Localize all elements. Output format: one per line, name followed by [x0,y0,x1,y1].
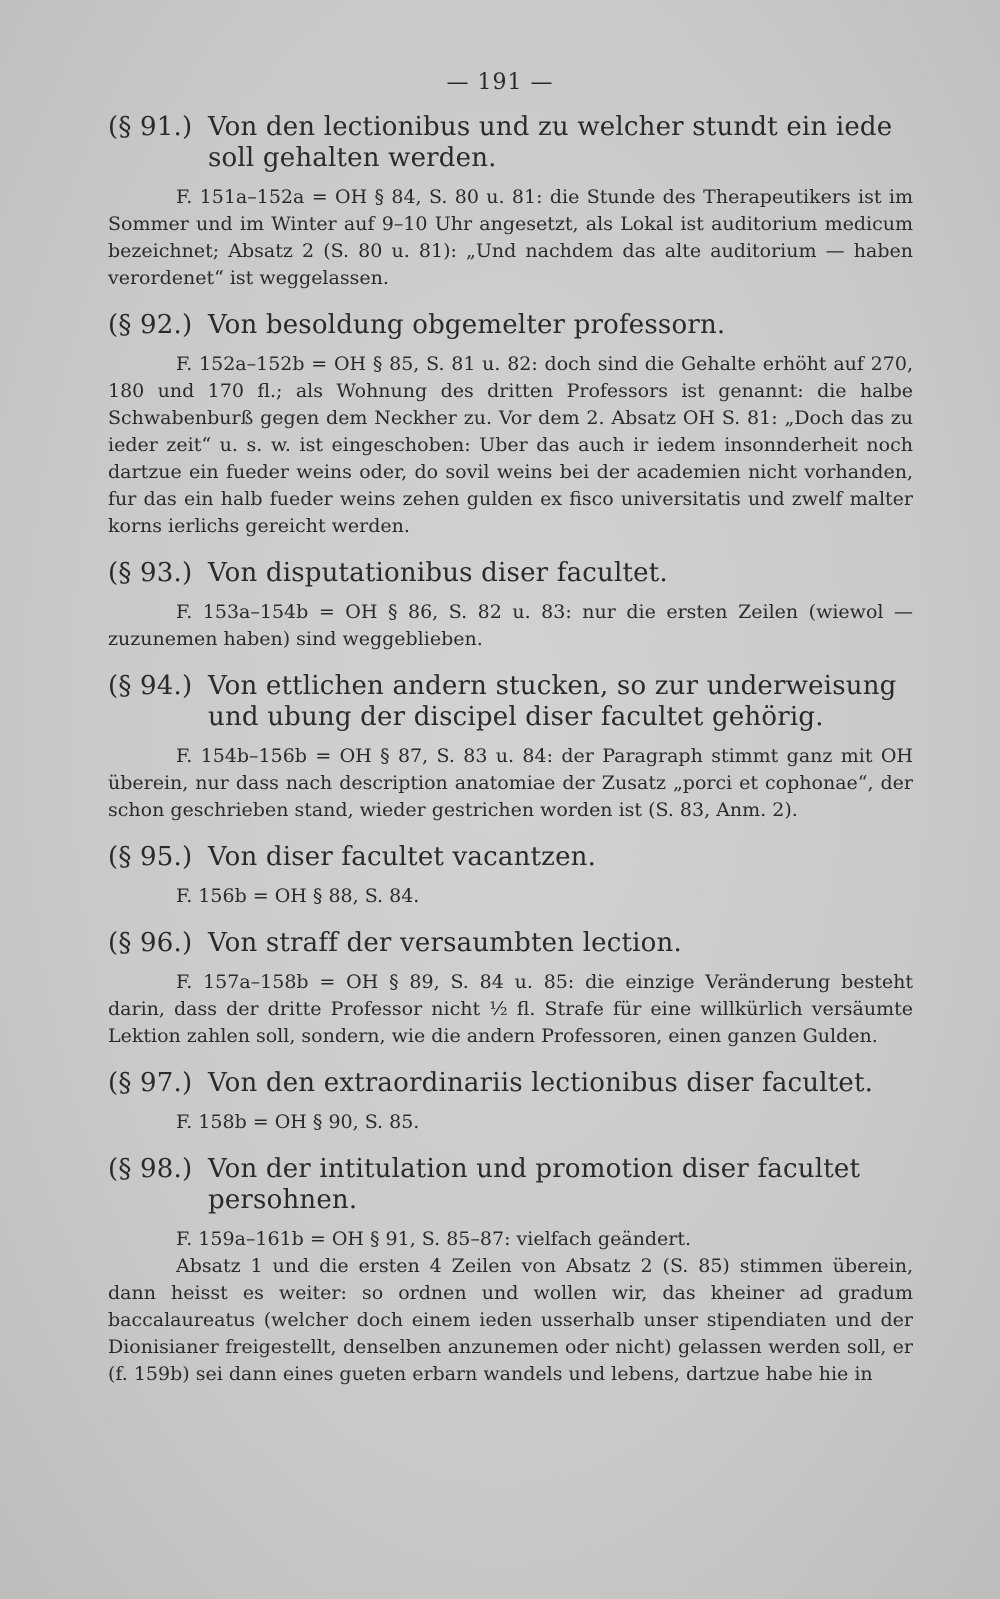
section [108,928,913,1050]
section-paragraph: F. 157a–158b = OH § 89, S. 84 u. 85: die einzige Veränderung besteht darin, dass der dritte Professor nicht ½ fl. Strafe für eine willkürlich versäumte Lektion zahlen soll, sondern, wie die andern Professoren, einen ganzen Gulden. [108,971,913,1047]
section [108,1154,913,1388]
section-paragraph: F. 153a–154b = OH § 86, S. 82 u. 83: nur die ersten Zeilen (wiewol — zuzunemen haben) sind weggeblieben. [108,601,913,650]
section [108,558,913,653]
section-paragraph: F. 152a–152b = OH § 85, S. 81 u. 82: doch sind die Gehalte erhöht auf 270, 180 und 170 fl.; als Wohnung des dritten Professors ist genannt: die halbe Schwabenburß gegen dem Neckher zu. Vor dem 2. Absatz OH S. 81: „Doch das zu ieder zeit“ u. s. w. ist eingeschoben: Uber das auch ir iedem insonnderheit noch dartzue ein fueder weins oder, do sovil weins bei der academien nicht vorhanden, fur das ein halb fueder weins zehen gulden ex fisco universitatis und zwelf malter korns ierlichs gereicht werden. [108,353,913,537]
section-title: Von straff der versaumbten lection. [208,928,682,958]
section-number: (§ 94.) [108,671,193,701]
section-number: (§ 92.) [108,310,193,340]
section-paragraph: F. 158b = OH § 90, S. 85. [176,1111,420,1133]
section [108,842,913,910]
section-number: (§ 98.) [108,1154,193,1184]
section-paragraph: F. 151a–152a = OH § 84, S. 80 u. 81: die Stunde des Therapeutikers ist im Sommer und im Winter auf 9–10 Uhr angesetzt, als Lokal ist auditorium medicum bezeichnet; Absatz 2 (S. 80 u. 81): „Und nachdem das alte auditorium — haben verordenet“ ist weggelassen. [108,186,913,289]
section-title: Von den extraordinariis lectionibus diser facultet. [208,1068,874,1098]
section-heading [108,1068,913,1099]
section [108,671,913,824]
section [108,310,913,540]
section-heading [108,112,913,174]
page-content [108,112,913,1406]
section-number: (§ 91.) [108,112,193,142]
section-title: Von ettlichen andern stucken, so zur underweisung und ubung der discipel diser facultet gehörig. [208,671,897,732]
section-paragraph: F. 156b = OH § 88, S. 84. [176,885,420,907]
section-heading [108,310,913,341]
section-number: (§ 93.) [108,558,193,588]
page-number: — 191 — [446,70,554,95]
section-number: (§ 95.) [108,842,193,872]
section-number: (§ 97.) [108,1068,193,1098]
section [108,1068,913,1136]
section-title: Von besoldung obgemelter professorn. [208,310,726,340]
section-title: Von diser facultet vacantzen. [208,842,597,872]
section-paragraph: Absatz 1 und die ersten 4 Zeilen von Absatz 2 (S. 85) stimmen überein, dann heisst es weiter: so ordnen und wollen wir, das kheiner ad gradum baccalaureatus (welcher doch einem ieden usserhalb unser stipendiaten und der Dionisianer freigestellt, denselben anzunemen oder nicht) gelassen werden soll, er (f. 159b) sei dann eines gueten erbarn wandels und lebens, dartzue habe hie in [108,1255,913,1385]
section [108,112,913,292]
section-paragraph: F. 159a–161b = OH § 91, S. 85–87: vielfach geändert. [176,1228,692,1250]
section-heading [108,842,913,873]
section-title: Von den lectionibus und zu welcher stundt ein iede soll gehalten werden. [208,112,893,173]
section-heading [108,671,913,733]
section-paragraph: F. 154b–156b = OH § 87, S. 83 u. 84: der Paragraph stimmt ganz mit OH überein, nur dass nach description anatomiae der Zusatz „porci et cophonae“, der schon geschrieben stand, wieder gestrichen worden ist (S. 83, Anm. 2). [108,745,913,821]
section-heading [108,928,913,959]
section-title: Von der intitulation und promotion diser facultet persohnen. [208,1154,861,1215]
section-heading [108,1154,913,1216]
section-heading [108,558,913,589]
section-number: (§ 96.) [108,928,193,958]
section-title: Von disputationibus diser facultet. [208,558,668,588]
